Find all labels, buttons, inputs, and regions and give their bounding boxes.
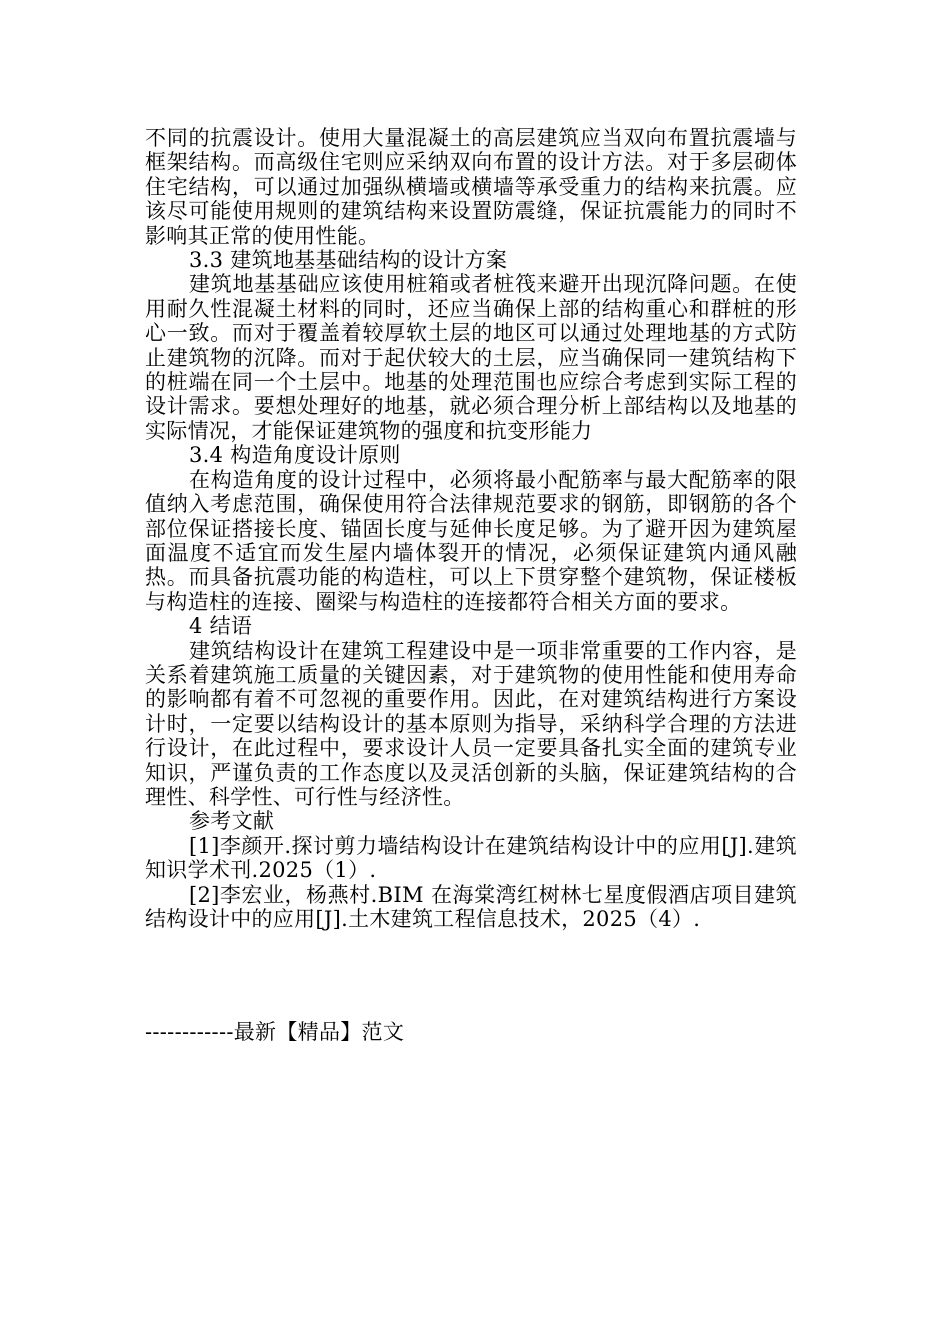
reference-item-2: [2]李宏业，杨燕村.BIM 在海棠湾红树林七星度假酒店项目建筑结构设计中的应用[J].土木建筑工程信息技术，2025（4）. [145, 882, 797, 931]
heading-references: 参考文献 [189, 809, 275, 834]
document-body [145, 126, 797, 931]
footer-banner: ------------最新【精品】范文 [145, 1020, 405, 1044]
paragraph-conclusion: 建筑结构设计在建筑工程建设中是一项非常重要的工作内容，是关系着建筑施工质量的关键因素，对于建筑物的使用性能和使用寿命的影响都有着不可忽视的重要作用。因此，在对建筑结构进行方案设计时，一定要以结构设计的基本原则为指导，采纳科学合理的方法进行设计，在此过程中，要求设计人员一定要具备扎实全面的建筑专业知识，严谨负责的工作态度以及灵活创新的头脑，保证建筑结构的合理性、科学性、可行性与经济性。 [145, 638, 797, 809]
heading-3-4: 3.4 构造角度设计原则 [189, 443, 401, 468]
heading-3-3: 3.3 建筑地基基础结构的设计方案 [189, 248, 508, 273]
paragraph-seismic-design: 不同的抗震设计。使用大量混凝土的高层建筑应当双向布置抗震墙与框架结构。而高级住宅则应采纳双向布置的设计方法。对于多层砌体住宅结构，可以通过加强纵横墙或横墙等承受重力的结构来抗震。应该尽可能使用规则的建筑结构来设置防震缝，保证抗震能力的同时不影响其正常的使用性能。 [145, 126, 797, 248]
reference-item-1: [1]李颜开.探讨剪力墙结构设计在建筑结构设计中的应用[J].建筑知识学术刊.2025（1）. [145, 833, 797, 883]
paragraph-construction: 在构造角度的设计过程中，必须将最小配筋率与最大配筋率的限值纳入考虑范围，确保使用符合法律规范要求的钢筋，即钢筋的各个部位保证搭接长度、锚固长度与延伸长度足够。为了避开因为建筑屋面温度不适宜而发生屋内墙体裂开的情况，必须保证建筑内通风融热。而具备抗震功能的构造柱，可以上下贯穿整个建筑物，保证楼板与构造柱的连接、圈梁与构造柱的连接都符合相关方面的要求。 [145, 467, 797, 614]
heading-conclusion: 4 结语 [189, 614, 253, 639]
paragraph-foundation: 建筑地基基础应该使用桩箱或者桩筏来避开出现沉降问题。在使用耐久性混凝土材料的同时，还应当确保上部的结构重心和群桩的形心一致。而对于覆盖着较厚软土层的地区可以通过处理地基的方式防止建筑物的沉降。而对于起伏较大的土层，应当确保同一建筑结构下的桩端在同一个土层中。地基的处理范围也应综合考虑到实际工程的设计需求。要想处理好的地基，就必须合理分析上部结构以及地基的实际情况，才能保证建筑物的强度和抗变形能力 [145, 272, 797, 443]
